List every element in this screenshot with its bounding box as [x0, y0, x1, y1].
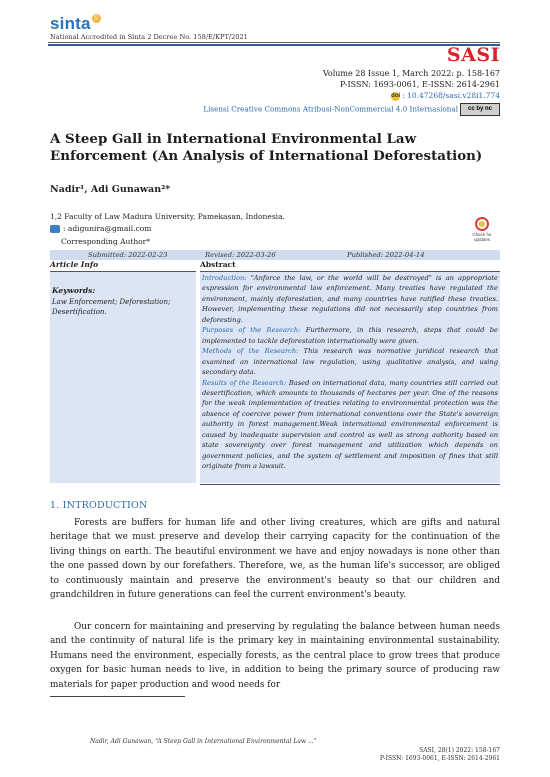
dates-bar [50, 250, 500, 260]
sinta-logo [50, 14, 101, 34]
authors: Nadir¹, Adi Gunawan²* [50, 184, 171, 195]
license-row[interactable] [203, 103, 500, 116]
doi-row[interactable] [391, 91, 500, 101]
body-paragraph-2 [50, 620, 500, 692]
abstract-bottom-rule [200, 484, 500, 485]
intro-text: "Anforce the law, or the world will be destroyed" is an appropriate expression for environmental law enforcement. Many treaties have regulated the environment, mainly deforestation, and many countries have ratified these treaties. However, implementing these regulations did not necessarily stop countries from deforesting. [202, 274, 498, 324]
affiliation: 1,2 Faculty of Law Madura University, Pamekasan, Indonesia. [50, 212, 285, 221]
body-paragraph-2-text: Our concern for maintaining and preserving by regulating the balance between human needs and the continuity of natural life is the primary key in maintaining environmental sustainability. Humans need the environment, especially forests, as the central place to grow trees that produce oxygen for basic human needs to live, in addition to being the primary source of producing raw materials for paper production and wood needs for [50, 622, 500, 690]
sinta-badge-icon: S [92, 14, 101, 23]
abstract-text [202, 273, 498, 472]
section-heading: 1. INTRODUCTION [50, 500, 148, 511]
body-paragraph-1 [50, 516, 500, 602]
intro-label: Introduction: [202, 274, 247, 282]
volume-info: Volume 28 Issue 1, March 2022: p. 158-167 [322, 69, 500, 78]
header-divider-thin [48, 42, 500, 43]
abstract-heading: Abstract [200, 260, 500, 272]
methods-text: This research was normative juridical research that examined an international law regulation, using qualitative analysis, and using secondary data. [202, 347, 498, 377]
journal-name: SASI [446, 44, 500, 66]
header-divider-thick [48, 44, 500, 46]
accreditation-note: National Accredited in Sinta 2 Decree No. 158/E/KPT/2021 [50, 33, 248, 41]
purpose-label: Purposes of the Research: [202, 326, 301, 335]
doi-icon: doi [391, 92, 401, 99]
license-link[interactable]: Lisensi Creative Commons Atribusi-NonCommercial 4.0 Internasional [203, 104, 458, 114]
results-label: Results of the Research: [202, 378, 287, 387]
body-paragraph-1-text: Forests are buffers for human life and other living creatures, which are gifts and natural heritage that we must preserve and develop their carrying capacity for the continuation of the living things on earth. The beautiful environment we have and enjoy nowadays is none other than the one passed down by our forefathers. Therefore, we, as the human life's successor, are obliged to continuously maintain and preserve the environment's beauty so that our children and grandchildren in future generations can feel the current environment's beauty. [50, 518, 500, 601]
creative-commons-icon: cc by nc [460, 103, 500, 116]
keywords-heading: Keywords: [52, 286, 96, 295]
purpose-text: Furthermore, in this research, steps that could be implemented to tackle deforestation internationally were given. [202, 326, 498, 345]
sinta-logo-text: sinta [50, 14, 91, 33]
footer-citation: Nadir, Adi Gunawan, “A Steep Gall in International Environmental Law ...” [90, 738, 317, 745]
corresponding-author: Corresponding Author* [61, 237, 151, 246]
article-title: A Steep Gall in International Environmental Law Enforcement (An Analysis of International Deforestation) [50, 131, 483, 164]
email-address[interactable]: : adigunira@gmail.com [63, 224, 152, 233]
article-info-heading: Article Info [50, 260, 196, 272]
issn-info: P-ISSN: 1693-0061, E-ISSN: 2614-2961 [339, 80, 500, 89]
check-for-updates-badge[interactable] [467, 217, 497, 245]
check-for-updates-icon [475, 217, 489, 231]
submitted-date: Submitted: 2022-02-23 [88, 251, 168, 259]
footer-journal-pages: SASI, 28(1) 2022: 158-167 [419, 747, 500, 754]
doi-link[interactable]: : 10.47268/sasi.v28i1.774 [402, 91, 500, 100]
revised-date: Revised: 2022-03-26 [205, 251, 276, 259]
mail-icon [50, 225, 60, 233]
results-text: Based on international data, many countries still carried out desertification, which amounts to thousands of hectares per year. One of the reasons for the weak implementation of treaties relating to environmental protection was the absence of coercive power from international conventions over the State's sovereign authority in forest management.Weak international environmental enforcement is caused by inadequate supervision and control as well as strong authority based on state sovereignty over forest management and utilization which depends on government policies, and the system of settlement and imposition of fines that still originate from a lawsuit. [202, 378, 498, 471]
keywords-list: Law Enforcement; Deforestation; Desertification. [52, 298, 171, 316]
email-row[interactable] [50, 224, 151, 233]
published-date: Published: 2022-04-14 [347, 251, 425, 259]
footnote-rule [50, 696, 185, 697]
footer-issn: P-ISSN: 1693-0061, E-ISSN: 2614-2961 [379, 755, 500, 762]
check-for-updates-label: Check for updates [472, 232, 492, 242]
methods-label: Methods of the Research: [202, 347, 299, 356]
